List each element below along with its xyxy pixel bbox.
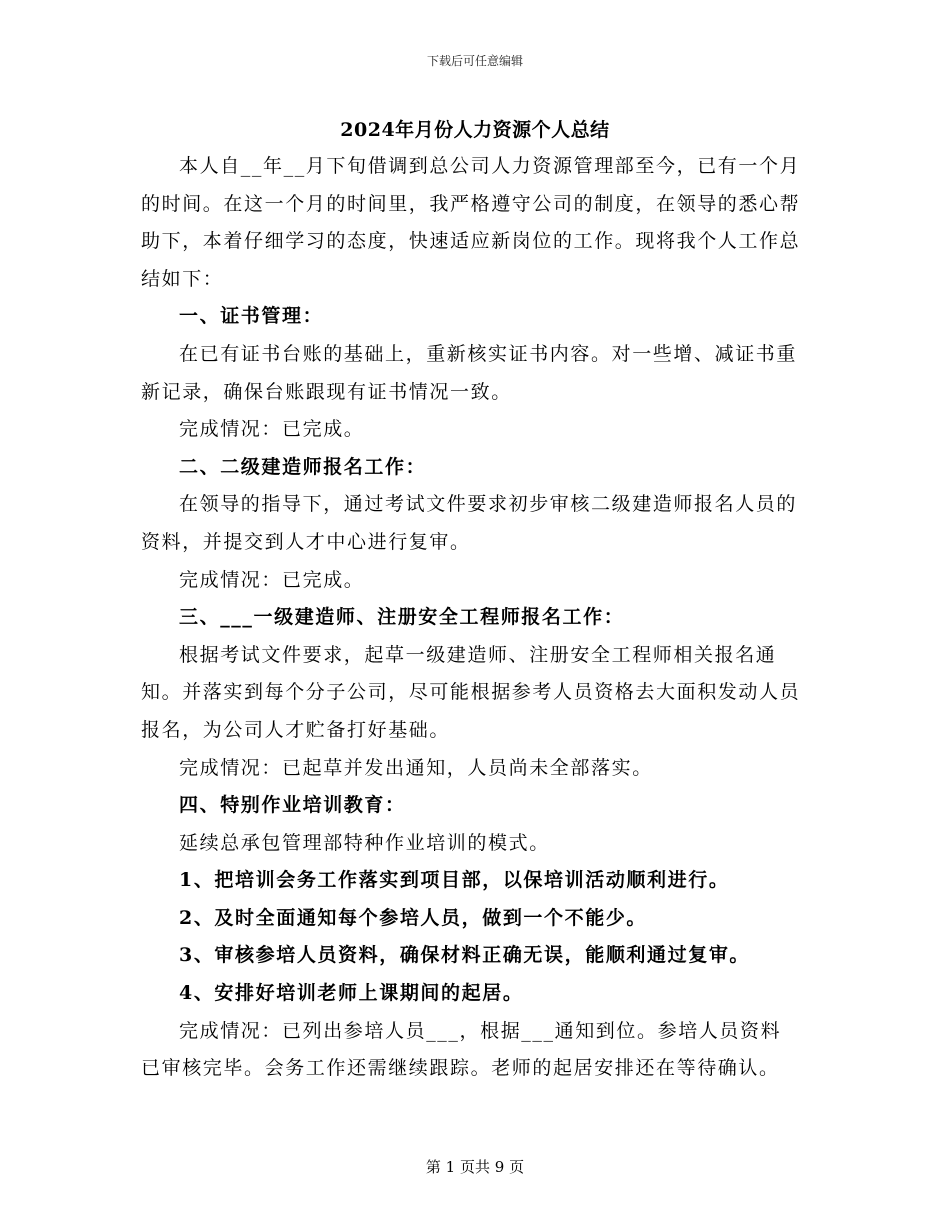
paragraph: 在已有证书台账的基础上，重新核实证书内容。对一些增、减证书重新记录，确保台账跟现有证书情况一致。 xyxy=(141,342,798,403)
section-heading: 三、___一级建造师、注册安全工程师报名工作： xyxy=(179,606,625,629)
document-title: 2024年月份人力资源个人总结 xyxy=(340,119,610,141)
section-heading: 二、二级建造师报名工作： xyxy=(179,455,427,478)
page-footer: 第 1 页共 9 页 xyxy=(425,1158,525,1176)
paragraph: 完成情况：已完成。 xyxy=(179,568,365,591)
section-heading: 四、特别作业培训教育： xyxy=(179,794,406,817)
list-item: 3、审核参培人员资料，确保材料正确无误，能顺利通过复审。 xyxy=(179,944,751,967)
document-body xyxy=(141,148,801,1088)
list-item: 1、把培训会务工作落实到项目部，以保培训活动顺利进行。 xyxy=(179,869,730,892)
paragraph: 本人自__年__月下旬借调到总公司人力资源管理部至今，已有一个月的时间。在这一个月的时间里，我严格遵守公司的制度，在领导的悉心帮助下，本着仔细学习的态度，快速适应新岗位的工作。现将我个人工作总结如下： xyxy=(141,155,801,290)
paragraph: 完成情况：已起草并发出通知，人员尚未全部落实。 xyxy=(179,756,653,779)
list-item: 2、及时全面通知每个参培人员，做到一个不能少。 xyxy=(179,906,648,929)
paragraph: 延续总承包管理部特种作业培训的模式。 xyxy=(179,831,550,854)
list-item: 4、安排好培训老师上课期间的起居。 xyxy=(179,982,524,1005)
paragraph: 完成情况：已完成。 xyxy=(179,418,365,441)
section-heading: 一、证书管理： xyxy=(179,305,324,328)
paragraph: 在领导的指导下，通过考试文件要求初步审核二级建造师报名人员的资料，并提交到人才中心进行复审。 xyxy=(141,493,798,553)
paragraph: 完成情况：已列出参培人员___，根据___通知到位。参培人员资料已审核完毕。会务工作还需继续跟踪。老师的起居安排还在等待确认。 xyxy=(141,1019,782,1080)
paragraph: 根据考试文件要求，起草一级建造师、注册安全工程师相关报名通知。并落实到每个分子公司，尽可能根据参考人员资格去大面积发动人员报名，为公司人才贮备打好基础。 xyxy=(141,643,801,741)
page-header: 下载后可任意编辑 xyxy=(426,54,523,68)
